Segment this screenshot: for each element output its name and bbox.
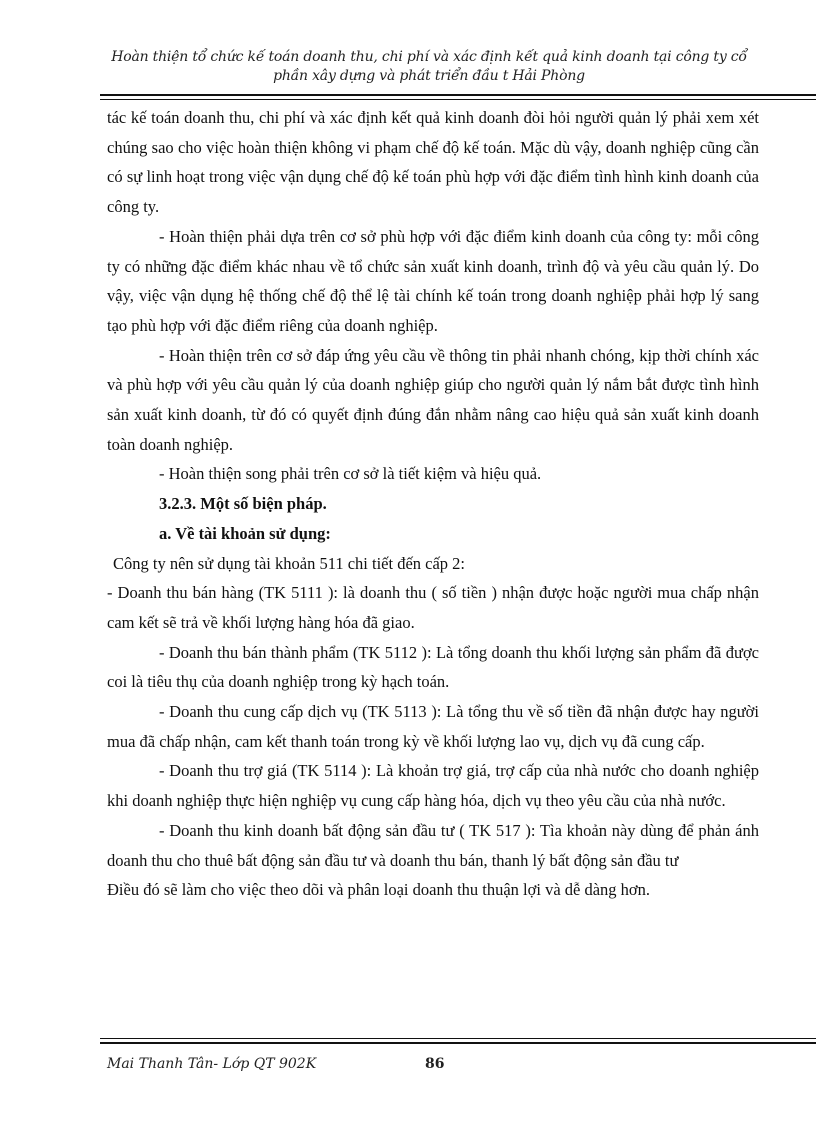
paragraph-continuation: tác kế toán doanh thu, chi phí và xác định kết quả kinh doanh đòi hỏi người quản lý phải xem xét chúng sao cho việc hoàn thiện không vi phạm chế độ kế toán. Mặc dù vậy, doanh nghiệp cũng cần có sự linh hoạt trong việc vận dụng chế độ kế toán phù hợp với đặc điểm tình hình kinh doanh của công ty. (107, 108, 759, 217)
paragraph-account-intro: Công ty nên sử dụng tài khoản 511 chi tiết đến cấp 2: (113, 553, 466, 573)
paragraph-tk-5111: - Doanh thu bán hàng (TK 5111 ): là doanh thu ( số tiền ) nhận được hoặc người mua chấp nhận cam kết sẽ trả về khối lượng hàng hóa đã giao. (107, 583, 759, 632)
paragraph-bullet-business-fit: - Hoàn thiện phải dựa trên cơ sở phù hợp với đặc điểm kinh doanh của công ty: mỗi công ty có những đặc điểm khác nhau về tổ chức sản xuất kinh doanh, trình độ và yêu cầu quản lý. Do vậy, việc vận dụng hệ thống chế độ thể lệ tài chính kế toán trong doanh nghiệp phải hợp lý sang tạo phù hợp với đặc điểm riêng của doanh nghiệp. (107, 226, 759, 335)
paragraph-conclusion: Điều đó sẽ làm cho việc theo dõi và phân loại doanh thu thuận lợi và dễ dàng hơn. (107, 880, 651, 900)
paragraph-bullet-information: - Hoàn thiện trên cơ sở đáp ứng yêu cầu về thông tin phải nhanh chóng, kịp thời chính xác và phù hợp với yêu cầu quản lý của doanh nghiệp giúp cho người quản lý nắm bắt được tình hình sản xuất kinh doanh, từ đó có quyết định đúng đắn nhằm nâng cao hiệu quả sản xuất kinh doanh toàn doanh nghiệp. (107, 345, 759, 454)
paragraph-tk-5114: - Doanh thu trợ giá (TK 5114 ): Là khoản trợ giá, trợ cấp của nhà nước cho doanh nghiệp khi doanh nghiệp thực hiện nghiệp vụ cung cấp hàng hóa, dịch vụ theo yêu cầu của nhà nước. (107, 761, 759, 811)
section-heading: 3.2.3. Một số biện pháp. (159, 494, 327, 514)
page-number: 86 (425, 1056, 445, 1072)
header-title-line-1: Hoàn thiện tổ chức kế toán doanh thu, chi phí và xác định kết quả kinh doanh tại công ty cổ (111, 49, 747, 65)
paragraph-tk-5113: - Doanh thu cung cấp dịch vụ (TK 5113 ): Là tổng thu về số tiền đã nhận được hay người mua đã chấp nhận, cam kết thanh toán trong kỳ về khối lượng lao vụ, dịch vụ đã cung cấp. (107, 702, 759, 751)
footer-author: Mai Thanh Tân- Lớp QT 902K (107, 1056, 317, 1072)
subsection-heading: a. Về tài khoản sử dụng: (159, 523, 331, 543)
footer-rule-thick (100, 1042, 816, 1044)
paragraph-tk-517: - Doanh thu kinh doanh bất động sản đầu tư ( TK 517 ): Tìa khoản này dùng để phản ánh doanh thu cho thuê bất động sản đầu tư và doanh thu bán, thanh lý bất động sản đầu tư (107, 820, 759, 870)
footer-rule-thin (100, 1038, 816, 1039)
running-header (100, 48, 758, 86)
header-rule-thick (100, 94, 816, 96)
header-rule-thin (100, 99, 816, 100)
header-title-line-2: phần xây dựng và phát triển đầu t Hải Phòng (273, 68, 585, 84)
body-text (107, 103, 759, 905)
paragraph-bullet-efficiency: - Hoàn thiện song phải trên cơ sở là tiết kiệm và hiệu quả. (159, 464, 542, 484)
paragraph-tk-5112: - Doanh thu bán thành phẩm (TK 5112 ): Là tổng doanh thu khối lượng sản phẩm đã được coi là tiêu thụ của doanh nghiệp trong kỳ hạch toán. (107, 642, 759, 692)
